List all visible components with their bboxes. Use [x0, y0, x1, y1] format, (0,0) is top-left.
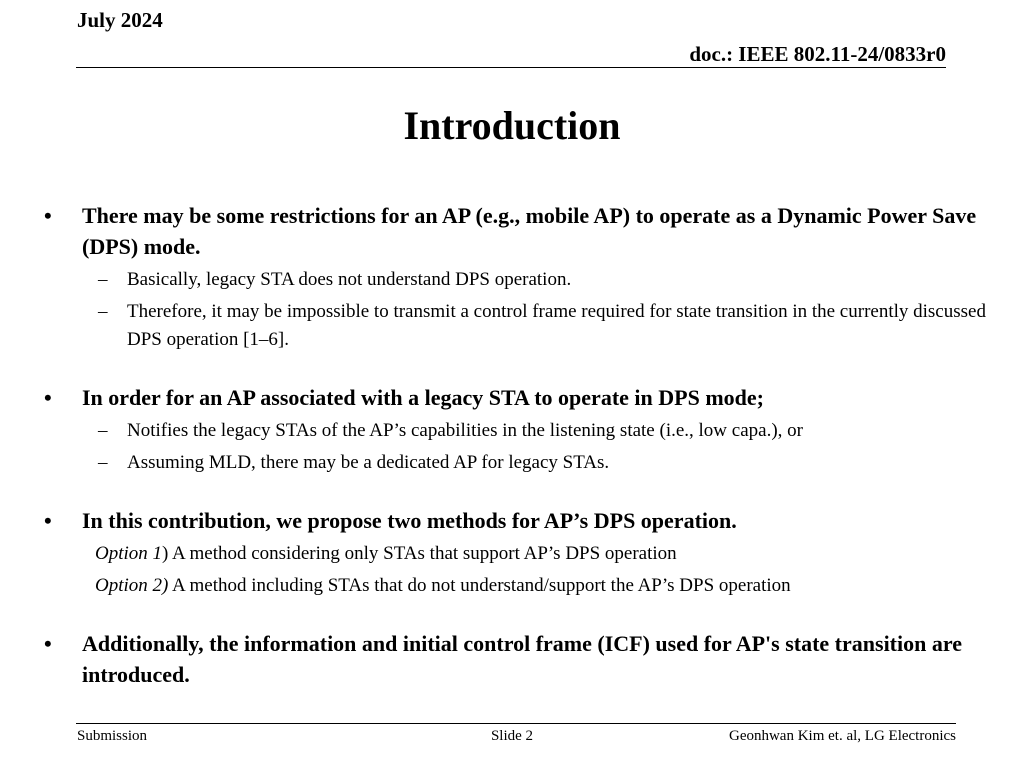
bullet-2 — [40, 382, 990, 413]
footer-slide-number: Slide 2 — [490, 728, 534, 744]
sub-item — [40, 298, 990, 354]
sub-item — [40, 449, 990, 477]
bullet-marker: • — [44, 203, 52, 228]
sub-item-text: Notifies the legacy STAs of the AP’s capabilities in the listening state (i.e., low capa.), or — [127, 420, 803, 441]
option-1-text: ) A method considering only STAs that support AP’s DPS operation — [162, 543, 677, 564]
option-1 — [40, 540, 990, 568]
bullet-3 — [40, 505, 990, 536]
bullet-3-text: In this contribution, we propose two methods for AP’s DPS operation. — [82, 508, 737, 533]
slide-title: Introduction — [403, 103, 621, 148]
dash-marker: – — [98, 301, 108, 322]
bullet-2-text: In order for an AP associated with a legacy STA to operate in DPS mode; — [82, 385, 764, 410]
bullet-marker: • — [44, 385, 52, 410]
dash-marker: – — [98, 269, 108, 290]
footer-rule — [76, 723, 956, 724]
bullet-4 — [40, 628, 990, 690]
slide-body — [40, 200, 990, 690]
sub-item-text: Assuming MLD, there may be a dedicated AP for legacy STAs. — [127, 452, 610, 473]
option-2-label: Option 2) — [95, 575, 169, 596]
sub-item — [40, 417, 990, 445]
option-1-label: Option 1 — [95, 543, 163, 564]
header-date: July 2024 — [77, 8, 163, 32]
sub-item-text: Basically, legacy STA does not understand DPS operation. — [127, 269, 572, 290]
header-doc-id: doc.: IEEE 802.11-24/0833r0 — [689, 42, 946, 66]
bullet-marker: • — [44, 508, 52, 533]
dash-marker: – — [98, 452, 108, 473]
dash-marker: – — [98, 420, 108, 441]
option-2 — [40, 572, 990, 600]
header-rule — [76, 67, 946, 68]
footer-submission: Submission — [77, 728, 148, 744]
bullet-1-text: There may be some restrictions for an AP (e.g., mobile AP) to operate as a Dynamic Power Save (DPS) mode. — [82, 203, 977, 259]
bullet-4-text: Additionally, the information and initial control frame (ICF) used for AP's state transition are introduced. — [82, 631, 962, 687]
footer-authors: Geonhwan Kim et. al, LG Electronics — [728, 728, 956, 744]
option-2-text: A method including STAs that do not understand/support the AP’s DPS operation — [168, 575, 791, 596]
bullet-marker: • — [44, 631, 52, 656]
bullet-1 — [40, 200, 990, 262]
sub-item — [40, 266, 990, 294]
sub-item-text: Therefore, it may be impossible to transmit a control frame required for state transition in the currently discussed DPS operation [1–6]. — [127, 301, 986, 350]
